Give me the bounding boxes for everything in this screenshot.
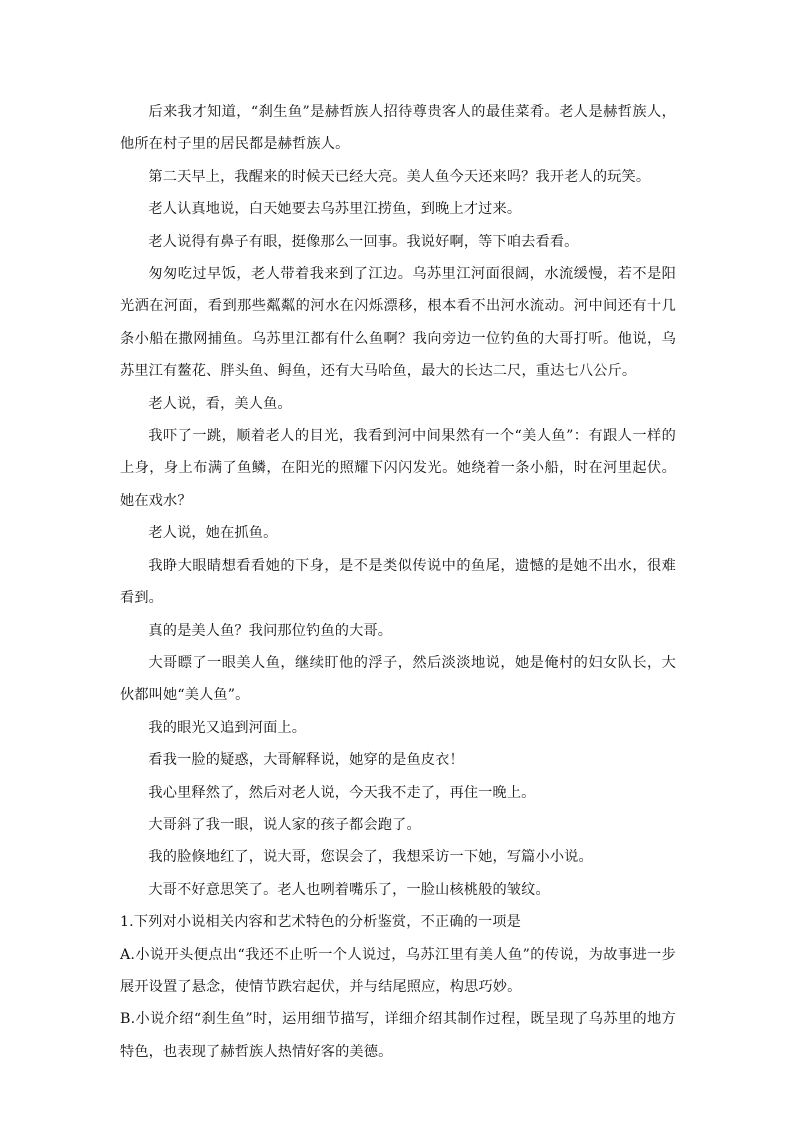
story-paragraph: 老人说，看，美人鱼。 — [148, 395, 292, 412]
question-option-b: B.小说介绍“刹生鱼”时，运用细节描写，详细介绍其制作过程，既呈现了乌苏里的地方特色，也表现了赫哲族人热情好客的美德。 — [120, 1011, 676, 1060]
story-paragraph: 大哥瞟了一眼美人鱼，继续盯他的浮子，然后淡淡地说，她是俺村的妇女队长，大伙都叫她“美人鱼”。 — [120, 654, 676, 704]
story-paragraph: 看我一脸的疑惑，大哥解释说，她穿的是鱼皮衣！ — [148, 752, 464, 769]
story-paragraph: 我心里释然了，然后对老人说，今天我不走了，再住一晚上。 — [148, 784, 536, 801]
document-body — [120, 96, 676, 1068]
story-paragraph: 老人说，她在抓鱼。 — [148, 525, 278, 542]
story-paragraph: 真的是美人鱼？我问那位钓鱼的大哥。 — [148, 622, 393, 639]
story-paragraph: 我睁大眼睛想看看她的下身，是不是类似传说中的鱼尾，遗憾的是她不出水，很难看到。 — [120, 557, 676, 607]
story-paragraph: 大哥不好意思笑了。老人也咧着嘴乐了，一脸山核桃般的皱纹。 — [148, 881, 550, 898]
story-paragraph: 老人说得有鼻子有眼，挺像那么一回事。我说好啊，等下咱去看看。 — [148, 233, 579, 250]
story-paragraph: 我的脸倏地红了，说大哥，您误会了，我想采访一下她，写篇小小说。 — [148, 849, 593, 866]
question-option-a: A.小说开头便点出“我还不止听一个人说过，乌苏江里有美人鱼”的传说，为故事进一步展开设置了悬念，使情节跌宕起伏，并与结尾照应，构思巧妙。 — [120, 946, 676, 995]
question-stem: 1.下列对小说相关内容和艺术特色的分析鉴赏，不正确的一项是 — [120, 914, 521, 931]
story-paragraph: 我吓了一跳，顺着老人的目光，我看到河中间果然有一个“美人鱼”：有跟人一样的上身，身上布满了鱼鳞，在阳光的照耀下闪闪发光。她绕着一条小船，时在河里起伏。她在戏水？ — [120, 428, 676, 509]
story-paragraph: 大哥斜了我一眼，说人家的孩子都会跑了。 — [148, 816, 421, 833]
story-paragraph: 匆匆吃过早饭，老人带着我来到了江边。乌苏里江河面很阔，水流缓慢，若不是阳光洒在河面，看到那些粼粼的河水在闪烁漂移，根本看不出河水流动。河中间还有十几条小船在撒网捕鱼。乌苏里江都有什么鱼啊？我向旁边一位钓鱼的大哥打听。他说，乌苏里江有鳌花、胖头鱼、鲟鱼，还有大马哈鱼，最大的长达二尺，重达七八公斤。 — [120, 266, 676, 380]
story-paragraph: 老人认真地说，白天她要去乌苏里江捞鱼，到晚上才过来。 — [148, 201, 522, 218]
story-paragraph: 后来我才知道，“刹生鱼”是赫哲族人招待尊贵客人的最佳菜肴。老人是赫哲族人，他所在村子里的居民都是赫哲族人。 — [120, 104, 676, 153]
story-paragraph: 第二天早上，我醒来的时候天已经大亮。美人鱼今天还来吗？我开老人的玩笑。 — [148, 168, 651, 185]
story-paragraph: 我的眼光又追到河面上。 — [148, 719, 307, 736]
